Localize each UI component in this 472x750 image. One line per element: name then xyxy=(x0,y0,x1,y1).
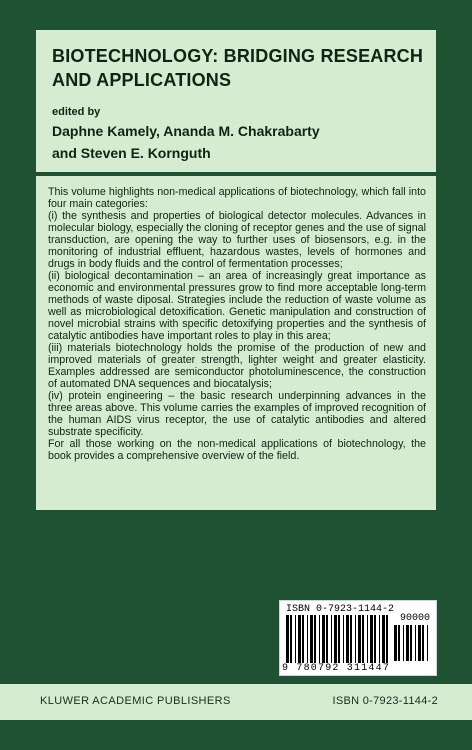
blurb-paragraph-i: (i) the synthesis and properties of biological detector molecules. Advances in molecular biology, especially the cloning of receptor genes and the use of signal transduction, are opening the way to further uses of biosensors, e.g. in the monitoring of industrial effluent, hazardous wastes, levels of hormones and drugs in body fluids and the control of fermentation processes; xyxy=(48,210,426,270)
book-title: BIOTECHNOLOGY: BRIDGING RESEARCH AND APPLICATIONS xyxy=(52,46,424,90)
blurb-paragraph-intro: This volume highlights non-medical applications of biotechnology, which fall into four main categories: xyxy=(48,186,426,210)
footer-band xyxy=(0,684,472,720)
barcode xyxy=(279,600,437,676)
footer-isbn: ISBN 0-7923-1144-2 xyxy=(332,695,438,707)
barcode-price-code: 90000 xyxy=(399,613,430,624)
barcode-digits: 9 780792 311447 xyxy=(282,663,391,674)
barcode-addon-bars-icon xyxy=(394,625,432,661)
title-panel xyxy=(36,30,436,172)
publisher-name: KLUWER ACADEMIC PUBLISHERS xyxy=(40,695,231,707)
blurb-paragraph-closing: For all those working on the non-medical applications of biotechnology, the book provides a comprehensive overview of the field. xyxy=(48,438,426,462)
editors xyxy=(52,120,424,164)
blurb-paragraph-ii: (ii) biological decontamination – an area of increasingly great importance as economic and environmental pressures grow to find more acceptable long-term methods of waste diposal. Strategies include the reduction of waste volume as well as microbiological detoxification. Genetic manipulation and construction of novel microbial strains with specific detoxifying properties and the synthesis of catalytic antibodies have important roles to play in this area; xyxy=(48,270,426,342)
blurb-text xyxy=(48,186,426,462)
editors-line-1: Daphne Kamely, Ananda M. Chakrabarty xyxy=(52,123,320,139)
description-panel xyxy=(36,176,436,510)
edited-by-label: edited by xyxy=(52,106,101,118)
blurb-paragraph-iv: (iv) protein engineering – the basic research underpinning advances in the three areas above. This volume carries the examples of improved recognition of the human AIDS virus receptor, the use of catalytic antibodies and altered substrate specificity. xyxy=(48,390,426,438)
barcode-bars-icon xyxy=(286,615,390,663)
blurb-paragraph-iii: (iii) materials biotechnology holds the promise of the production of new and improved materials of greater strength, lighter weight and greater elasticity. Examples addressed are semiconductor photoluminescence, the construction of automated DNA sequences and biocatalysis; xyxy=(48,342,426,390)
barcode-isbn: ISBN 0-7923-1144-2 xyxy=(286,604,395,615)
editors-line-2: and Steven E. Kornguth xyxy=(52,145,211,161)
